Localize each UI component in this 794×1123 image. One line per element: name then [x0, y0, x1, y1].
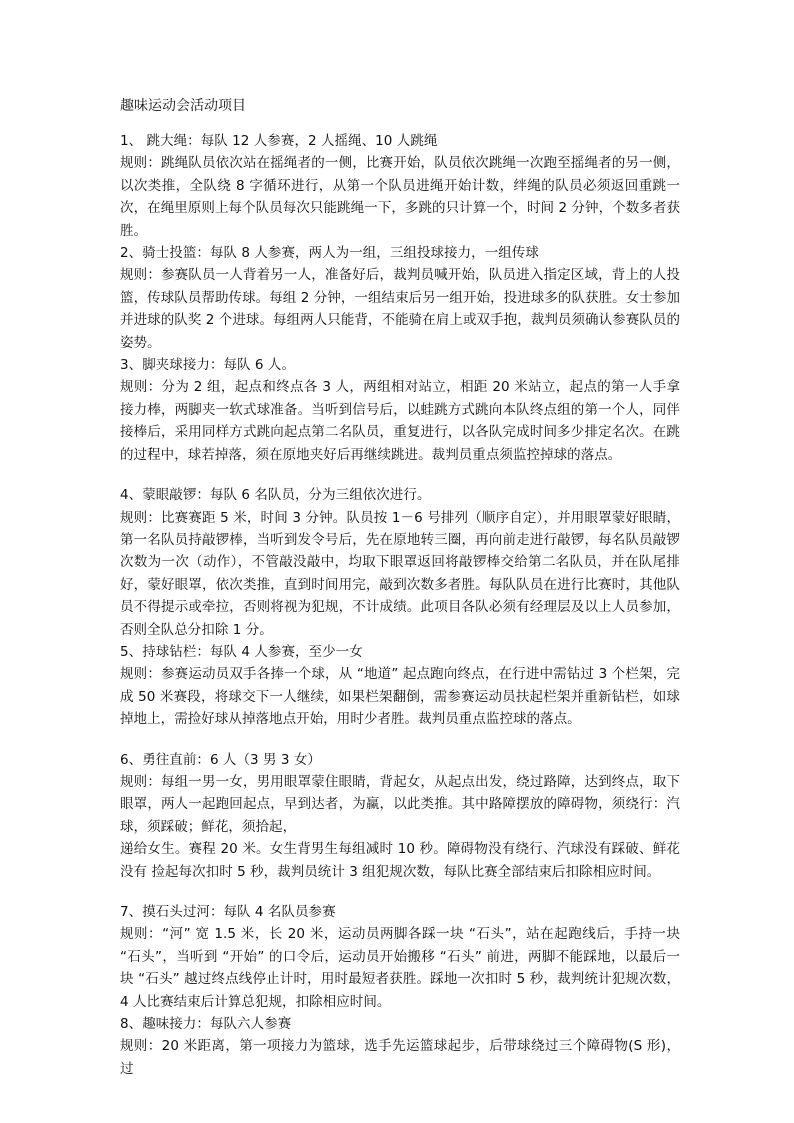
event-heading: 5、持球钻栏：每队 4 人参赛，至少一女	[120, 643, 363, 660]
event-heading: 1、 跳大绳：每队 12 人参赛，2 人摇绳、10 人跳绳	[120, 133, 438, 149]
event-rules: 规则：参赛运动员双手各捧一个球，从 “地道” 起点跑向终点，在行进中需钻过 3 个栏架，完成 50 米赛段，将球交下一人继续，如果栏架翻倒，需参赛运动员扶起栏架并重新钻栏，如球掉地上，需捡好球从掉落地点开始，用时少者胜。裁判员重点监控球的落点。	[120, 666, 680, 728]
event-heading: 8、趣味接力：每队六人参赛	[120, 1016, 292, 1033]
event-section-1	[120, 130, 680, 242]
event-heading: 3、脚夹球接力：每队 6 人。	[120, 357, 296, 374]
event-rules: 规则：分为 2 组，起点和终点各 3 人，两组相对站立，相距 20 米站立，起点的第一人手拿接力棒，两脚夹一软式球准备。当听到信号后，以蛙跳方式跳向本队终点组的第一个人，同伴接棒后，采用同样方式跳向起点第二名队员，重复进行，以各队完成时间多少排定名次。在跳的过程中，球若掉落，须在原地夹好后再继续跳进。裁判员重点须监控掉球的落点。	[120, 379, 680, 463]
document-title: 趣味运动会活动项目	[120, 98, 246, 114]
document-page	[120, 96, 680, 1080]
event-section-6	[120, 749, 680, 883]
event-section-8	[120, 1013, 680, 1080]
event-rules: 规则：每组一男一女，男用眼罩蒙住眼睛，背起女，从起点出发，绕过路障，达到终点，取下眼罩，两人一起跑回起点，早到达者，为赢，以此类推。其中路障摆放的障碍物，须绕行：汽球，须踩破；鲜花，须拾起， 递给女生。赛程 20 米。女生背男生每组减时 10 秒。障碍物没有绕行、汽球没有踩破、鲜花没有 捡起每次扣时 5 秒，裁判员统计 3 组犯规次数，每队比赛全部结束后扣除相应时间。	[120, 773, 680, 880]
event-heading: 6、勇往直前：6 人（3 男 3 女）	[120, 751, 321, 768]
event-section-5	[120, 641, 680, 731]
event-rules: 规则：“河” 宽 1.5 米，长 20 米，运动员两脚各踩一块 “石头”，站在起跑线后，手持一块 “石头”，当听到 “开始” 的口令后，运动员开始搬移 “石头” 前进，两脚不能踩地，以最后一块 “石头” 越过终点线停止计时，用时最短者获胜。踩地一次扣时 5 秒，裁判统计犯规次数，4 人比赛结束后计算总犯规，扣除相应时间。	[120, 926, 680, 1010]
event-rules: 规则：20 米距离，第一项接力为篮球，选手先运篮球起步，后带球绕过三个障碍物(S 形)，过	[120, 1038, 680, 1077]
event-section-7	[120, 901, 680, 1013]
event-heading: 7、摸石头过河：每队 4 名队员参赛	[120, 904, 336, 920]
event-heading: 2、骑士投篮：每队 8 人参赛，两人为一组，三组投球接力，一组传球	[120, 245, 539, 262]
event-rules: 规则：跳绳队员依次站在摇绳者的一侧，比赛开始，队员依次跳绳一次跑至摇绳者的另一侧，以次类推，全队绕 8 字循环进行，从第一个队员进绳开始计数，绊绳的队员必须返回重跳一次，在绳里原则上每个队员每次只能跳绳一下，多跳的只计算一个，时间 2 分钟，个数多者获胜。	[120, 155, 680, 239]
event-rules: 规则：比赛赛距 5 米，时间 3 分钟。队员按 1－6 号排列（顺序自定），并用眼罩蒙好眼睛，第一名队员持敲锣棒，当听到发令号后，先在原地转三圈，再向前走进行敲锣，每名队员敲锣次数为一次（动作），不管敲没敲中，均取下眼罩返回将敲锣棒交给第二名队员，并在队尾排好，蒙好眼罩，依次类推，直到时间用完，敲到次数多者胜。每队队员在进行比赛时，其他队员不得提示或牵拉，否则将视为犯规，不计成绩。此项目各队必须有经理层及以上人员参加，否则全队总分扣除 1 分。	[120, 509, 680, 638]
event-section-4	[120, 484, 680, 641]
event-rules: 规则：参赛队员一人背着另一人，准备好后，裁判员喊开始，队员进入指定区域，背上的人投篮，传球队员帮助传球。每组 2 分钟，一组结束后另一组开始，投进球多的队获胜。女士参加并进球的队奖 2 个进球。每组两人只能背，不能骑在肩上或双手抱，裁判员须确认参赛队员的姿势。	[120, 267, 680, 351]
event-heading: 4、蒙眼敲锣：每队 6 名队员，分为三组依次进行。	[120, 487, 431, 504]
event-section-3	[120, 354, 680, 466]
event-section-2	[120, 242, 680, 354]
